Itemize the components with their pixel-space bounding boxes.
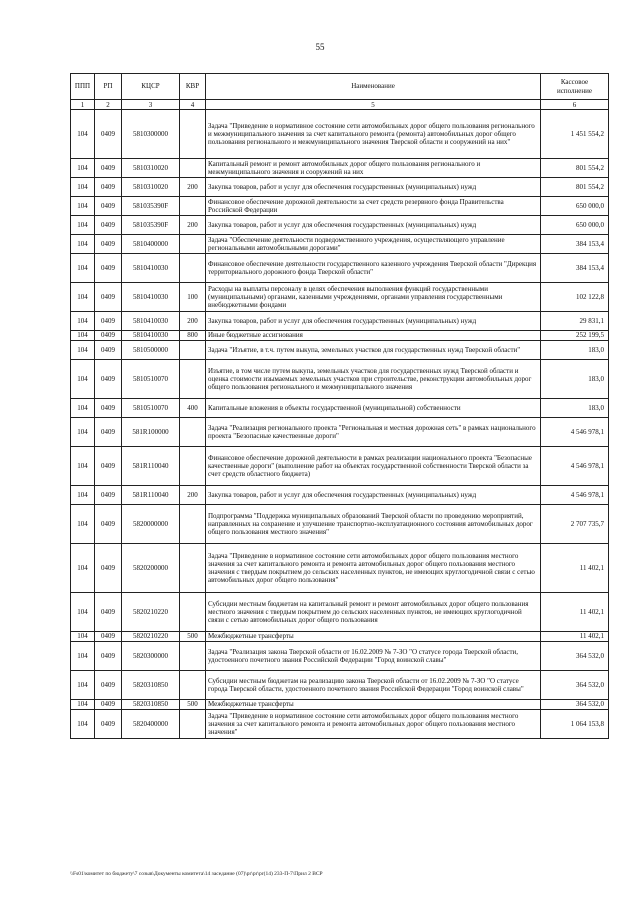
cell-kvr xyxy=(180,254,206,283)
cell-name: Капитальный ремонт и ремонт автомобильных дорог общего пользования регионального и межмуниципального значения и сооружений на них xyxy=(206,159,541,178)
page-number: 55 xyxy=(315,42,325,52)
column-header-rp: РП xyxy=(95,74,122,100)
cell-rp: 0409 xyxy=(95,178,122,197)
cell-ppp: 104 xyxy=(71,159,95,178)
cell-ppp: 104 xyxy=(71,360,95,399)
cell-rp: 0409 xyxy=(95,418,122,447)
cell-sum: 801 554,2 xyxy=(541,159,609,178)
cell-rp: 0409 xyxy=(95,254,122,283)
cell-rp: 0409 xyxy=(95,216,122,235)
cell-kcsr: 581035390F xyxy=(122,216,180,235)
cell-ppp: 104 xyxy=(71,178,95,197)
cell-kcsr: 5810410030 xyxy=(122,312,180,331)
cell-ppp: 104 xyxy=(71,216,95,235)
cell-sum: 4 546 978,1 xyxy=(541,418,609,447)
cell-kvr xyxy=(180,159,206,178)
cell-rp: 0409 xyxy=(95,593,122,632)
cell-name: Финансовое обеспечение дорожной деятельности за счет средств резервного фонда Правительства Российской Федерации xyxy=(206,197,541,216)
cell-ppp: 104 xyxy=(71,700,95,710)
table-row xyxy=(71,642,609,671)
cell-ppp: 104 xyxy=(71,341,95,360)
column-header-kvr: КВР xyxy=(180,74,206,100)
column-number: 2 xyxy=(95,100,122,110)
cell-rp: 0409 xyxy=(95,632,122,642)
cell-name: Подпрограмма "Поддержка муниципальных образований Тверской области по проведению мероприятий, направленных на сохранение и улучшение транспортно-эксплуатационного состояния автомобильных дорог общего пользования местного значения" xyxy=(206,505,541,544)
cell-name: Задача "Изъятие, в т.ч. путем выкупа, земельных участков для государственных нужд Тверской области" xyxy=(206,341,541,360)
cell-kcsr: 5810410030 xyxy=(122,283,180,312)
cell-rp: 0409 xyxy=(95,283,122,312)
cell-ppp: 104 xyxy=(71,486,95,505)
column-number-row xyxy=(71,100,609,110)
cell-kvr xyxy=(180,505,206,544)
cell-kcsr: 5810310020 xyxy=(122,159,180,178)
table-row xyxy=(71,700,609,710)
cell-kvr: 400 xyxy=(180,399,206,418)
column-number: 3 xyxy=(122,100,180,110)
cell-name: Межбюджетные трансферты xyxy=(206,632,541,642)
cell-ppp: 104 xyxy=(71,642,95,671)
table-row xyxy=(71,418,609,447)
cell-sum: 11 402,1 xyxy=(541,632,609,642)
cell-kvr: 200 xyxy=(180,216,206,235)
cell-kcsr: 5810510070 xyxy=(122,399,180,418)
cell-kcsr: 5810300000 xyxy=(122,110,180,159)
cell-ppp: 104 xyxy=(71,544,95,593)
cell-sum: 11 402,1 xyxy=(541,544,609,593)
cell-sum: 183,0 xyxy=(541,360,609,399)
cell-kvr xyxy=(180,235,206,254)
cell-name: Изъятие, в том числе путем выкупа, земельных участков для государственных нужд Тверской области и оценка стоимости изымаемых земельных участков при строительстве, реконструкции автомобильных дорог общего пользования регионального и межмуниципального значения xyxy=(206,360,541,399)
cell-kvr xyxy=(180,360,206,399)
cell-name: Расходы на выплаты персоналу в целях обеспечения выполнения функций государственными (муниципальными) органами, казенными учреждениями, органами управления государственными внебюджетными фондами xyxy=(206,283,541,312)
cell-kvr: 200 xyxy=(180,312,206,331)
cell-rp: 0409 xyxy=(95,700,122,710)
cell-name: Задача "Приведение в нормативное состояние сети автомобильных дорог общего пользования местного значения за счет капитального ремонта и ремонта автомобильных дорог общего пользования местного значения с твердым покрытием до сельских населенных пунктов, не имеющих круглогодичной связи с сетью автомобильных дорог общего пользования" xyxy=(206,544,541,593)
cell-name: Задача "Приведение в нормативное состояние сети автомобильных дорог общего пользования регионального и межмуниципального значения за счет капитального ремонта (ремонта) автомобильных дорог общего пользования регионального и межмуниципального значения Тверской области и сооружений на них" xyxy=(206,110,541,159)
cell-name: Закупка товаров, работ и услуг для обеспечения государственных (муниципальных) нужд xyxy=(206,486,541,505)
cell-sum: 183,0 xyxy=(541,341,609,360)
cell-kvr xyxy=(180,341,206,360)
cell-name: Закупка товаров, работ и услуг для обеспечения государственных (муниципальных) нужд xyxy=(206,178,541,197)
budget-execution-table xyxy=(70,73,609,739)
table-row xyxy=(71,632,609,642)
cell-kcsr: 5820310850 xyxy=(122,671,180,700)
cell-ppp: 104 xyxy=(71,399,95,418)
cell-kvr xyxy=(180,671,206,700)
cell-kcsr: 5810310020 xyxy=(122,178,180,197)
table-row xyxy=(71,254,609,283)
cell-kvr xyxy=(180,642,206,671)
column-header-ppp: ППП xyxy=(71,74,95,100)
cell-kcsr: 5810500000 xyxy=(122,341,180,360)
cell-name: Закупка товаров, работ и услуг для обеспечения государственных (муниципальных) нужд xyxy=(206,216,541,235)
cell-rp: 0409 xyxy=(95,360,122,399)
cell-sum: 4 546 978,1 xyxy=(541,447,609,486)
cell-sum: 183,0 xyxy=(541,399,609,418)
cell-ppp: 104 xyxy=(71,331,95,341)
table-row xyxy=(71,159,609,178)
cell-kcsr: 581R100000 xyxy=(122,418,180,447)
table-row xyxy=(71,399,609,418)
cell-name: Закупка товаров, работ и услуг для обеспечения государственных (муниципальных) нужд xyxy=(206,312,541,331)
cell-sum: 102 122,8 xyxy=(541,283,609,312)
cell-sum: 364 532,0 xyxy=(541,642,609,671)
table-row xyxy=(71,110,609,159)
table-row xyxy=(71,283,609,312)
cell-sum: 4 546 978,1 xyxy=(541,486,609,505)
cell-rp: 0409 xyxy=(95,671,122,700)
cell-kvr xyxy=(180,197,206,216)
cell-name: Субсидии местным бюджетам на реализацию закона Тверской области от 16.02.2009 № 7-ЗО "О статусе города Тверской области, удостоенного почетного звания Российской Федерации "Город воинской славы" xyxy=(206,671,541,700)
cell-name: Финансовое обеспечение дорожной деятельности в рамках реализации национального проекта "Безопасные качественные дороги" (выполнение работ на объектах государственной собственности Тверской области за счет средств областного бюджета) xyxy=(206,447,541,486)
cell-sum: 252 199,5 xyxy=(541,331,609,341)
cell-rp: 0409 xyxy=(95,710,122,739)
cell-kvr xyxy=(180,710,206,739)
table-body xyxy=(71,110,609,739)
column-header-sum: Кассовое исполнение xyxy=(541,74,609,100)
cell-rp: 0409 xyxy=(95,505,122,544)
cell-sum: 1 064 153,8 xyxy=(541,710,609,739)
cell-kcsr: 581R110040 xyxy=(122,486,180,505)
cell-rp: 0409 xyxy=(95,544,122,593)
cell-kcsr: 5810410030 xyxy=(122,254,180,283)
cell-ppp: 104 xyxy=(71,283,95,312)
cell-rp: 0409 xyxy=(95,486,122,505)
table-row xyxy=(71,544,609,593)
column-header-kcsr: КЦСР xyxy=(122,74,180,100)
cell-kcsr: 5820000000 xyxy=(122,505,180,544)
cell-kvr xyxy=(180,110,206,159)
cell-kcsr: 581035390F xyxy=(122,197,180,216)
cell-kvr: 100 xyxy=(180,283,206,312)
cell-ppp: 104 xyxy=(71,197,95,216)
cell-ppp: 104 xyxy=(71,312,95,331)
footer-file-path: \\Fs01\комитет по бюджету\7 созыв\Документы комитета\14 заседание (07)\pr\pr\pr(14) 233-П-7\Прил 2 ВСР xyxy=(70,871,323,877)
cell-kcsr: 581R110040 xyxy=(122,447,180,486)
cell-kvr xyxy=(180,447,206,486)
table-row xyxy=(71,312,609,331)
cell-rp: 0409 xyxy=(95,331,122,341)
cell-kcsr: 5810410030 xyxy=(122,331,180,341)
cell-ppp: 104 xyxy=(71,254,95,283)
cell-rp: 0409 xyxy=(95,110,122,159)
table-row xyxy=(71,505,609,544)
cell-kcsr: 5820210220 xyxy=(122,593,180,632)
cell-sum: 650 000,0 xyxy=(541,197,609,216)
cell-sum: 650 000,0 xyxy=(541,216,609,235)
cell-rp: 0409 xyxy=(95,197,122,216)
cell-sum: 2 707 735,7 xyxy=(541,505,609,544)
table-row xyxy=(71,197,609,216)
column-number: 6 xyxy=(541,100,609,110)
cell-rp: 0409 xyxy=(95,642,122,671)
cell-kvr xyxy=(180,593,206,632)
cell-name: Межбюджетные трансферты xyxy=(206,700,541,710)
cell-kcsr: 5820400000 xyxy=(122,710,180,739)
cell-kvr xyxy=(180,544,206,593)
column-header-name: Наименование xyxy=(206,74,541,100)
cell-ppp: 104 xyxy=(71,505,95,544)
cell-rp: 0409 xyxy=(95,447,122,486)
table-row xyxy=(71,331,609,341)
table-row xyxy=(71,216,609,235)
table-row xyxy=(71,486,609,505)
table-row xyxy=(71,235,609,254)
column-number: 5 xyxy=(206,100,541,110)
cell-sum: 364 532,0 xyxy=(541,700,609,710)
cell-name: Задача "Обеспечение деятельности подведомственного учреждения, осуществляющего управление региональными автомобильными дорогами" xyxy=(206,235,541,254)
cell-kvr: 200 xyxy=(180,178,206,197)
table-row xyxy=(71,341,609,360)
cell-name: Субсидии местным бюджетам на капитальный ремонт и ремонт автомобильных дорог общего пользования местного значения с твердым покрытием до сельских населенных пунктов, не имеющих круглогодичной связи с сетью автомобильных дорог общего пользования xyxy=(206,593,541,632)
cell-sum: 801 554,2 xyxy=(541,178,609,197)
cell-sum: 11 402,1 xyxy=(541,593,609,632)
cell-kvr: 800 xyxy=(180,331,206,341)
cell-rp: 0409 xyxy=(95,399,122,418)
cell-ppp: 104 xyxy=(71,710,95,739)
cell-name: Задача "Реализация регионального проекта "Региональная и местная дорожная сеть" в рамках национального проекта "Безопасные качественные дороги" xyxy=(206,418,541,447)
cell-kvr: 500 xyxy=(180,700,206,710)
table-row xyxy=(71,593,609,632)
cell-name: Иные бюджетные ассигнования xyxy=(206,331,541,341)
column-number: 1 xyxy=(71,100,95,110)
cell-kvr: 500 xyxy=(180,632,206,642)
cell-kcsr: 5820300000 xyxy=(122,642,180,671)
cell-kcsr: 5820200000 xyxy=(122,544,180,593)
cell-kvr: 200 xyxy=(180,486,206,505)
cell-ppp: 104 xyxy=(71,593,95,632)
table-row xyxy=(71,178,609,197)
cell-sum: 384 153,4 xyxy=(541,235,609,254)
cell-ppp: 104 xyxy=(71,418,95,447)
table-row xyxy=(71,671,609,700)
cell-ppp: 104 xyxy=(71,671,95,700)
cell-rp: 0409 xyxy=(95,235,122,254)
cell-kcsr: 5810400000 xyxy=(122,235,180,254)
cell-rp: 0409 xyxy=(95,159,122,178)
cell-name: Задача "Реализация закона Тверской области от 16.02.2009 № 7-ЗО "О статусе города Тверской области, удостоенного почетного звания Российской Федерации "Город воинской славы" xyxy=(206,642,541,671)
cell-ppp: 104 xyxy=(71,235,95,254)
table-row xyxy=(71,710,609,739)
cell-kvr xyxy=(180,418,206,447)
cell-kcsr: 5820310850 xyxy=(122,700,180,710)
table-row xyxy=(71,360,609,399)
cell-name: Задача "Приведение в нормативное состояние сети автомобильных дорог общего пользования местного значения за счет капитального ремонта и ремонта автомобильных дорог общего пользования местного значения" xyxy=(206,710,541,739)
cell-kcsr: 5810510070 xyxy=(122,360,180,399)
cell-ppp: 104 xyxy=(71,447,95,486)
column-number: 4 xyxy=(180,100,206,110)
cell-name: Капитальные вложения в объекты государственной (муниципальной) собственности xyxy=(206,399,541,418)
cell-rp: 0409 xyxy=(95,341,122,360)
cell-rp: 0409 xyxy=(95,312,122,331)
table-row xyxy=(71,447,609,486)
table-header-row xyxy=(71,74,609,100)
cell-name: Финансовое обеспечение деятельности государственного казенного учреждения Тверской области "Дирекция территориального дорожного фонда Тверской области" xyxy=(206,254,541,283)
cell-sum: 384 153,4 xyxy=(541,254,609,283)
cell-ppp: 104 xyxy=(71,110,95,159)
cell-ppp: 104 xyxy=(71,632,95,642)
cell-sum: 1 451 554,2 xyxy=(541,110,609,159)
cell-kcsr: 5820210220 xyxy=(122,632,180,642)
cell-sum: 364 532,0 xyxy=(541,671,609,700)
cell-sum: 29 831,1 xyxy=(541,312,609,331)
